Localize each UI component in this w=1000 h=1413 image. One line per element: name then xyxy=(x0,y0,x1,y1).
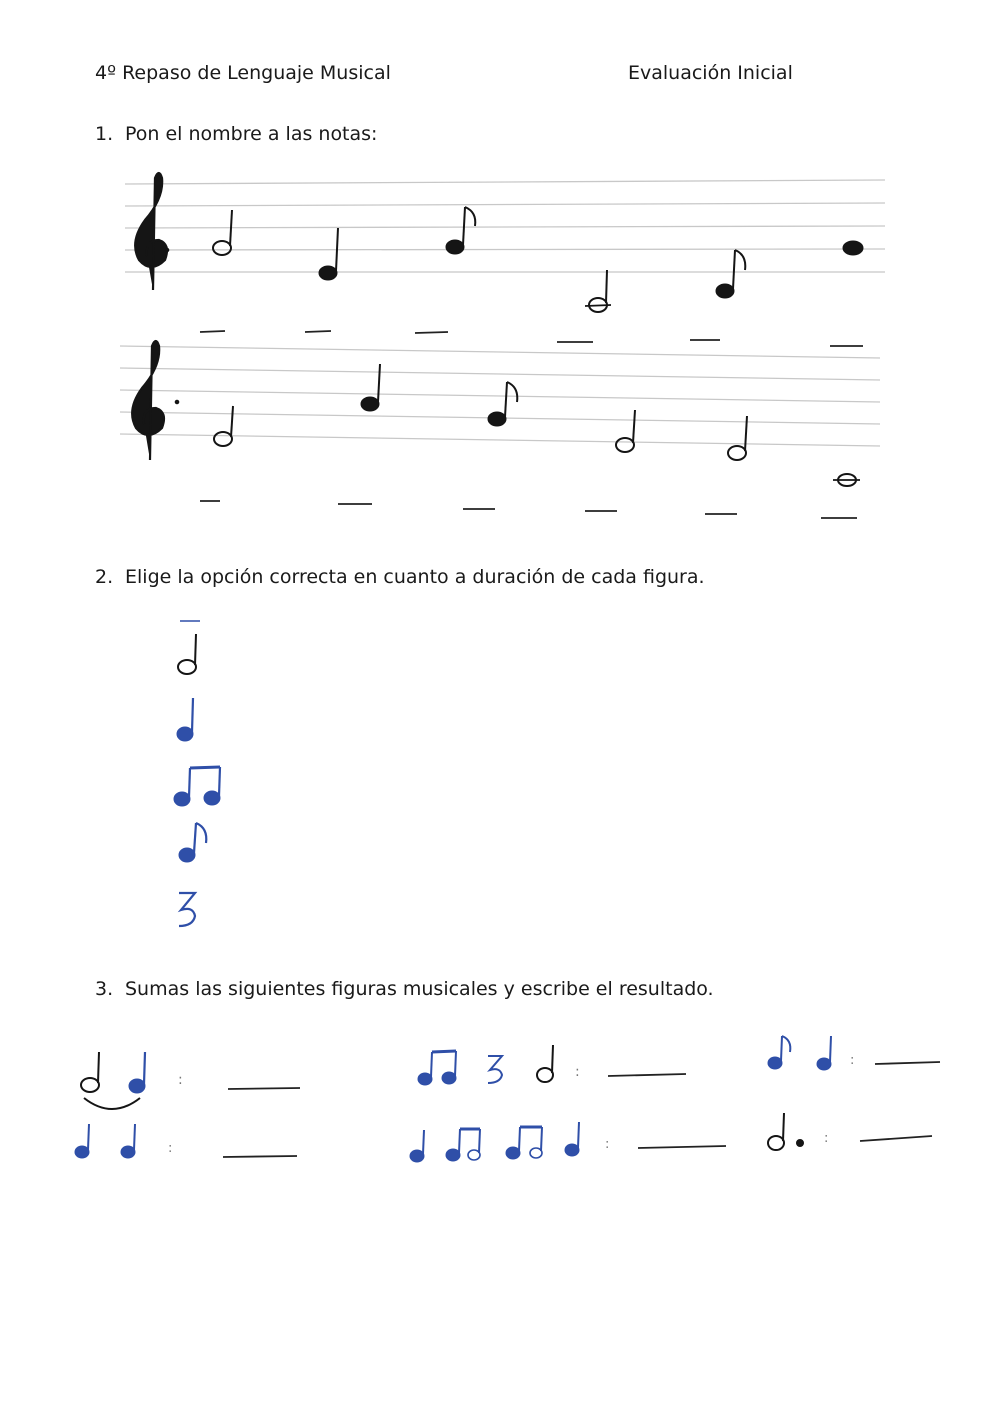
quarter-rest-icon xyxy=(179,893,195,926)
quarter-note-icon xyxy=(177,698,193,741)
staff-2-lines xyxy=(120,346,880,446)
svg-text::: : xyxy=(168,1141,173,1156)
sum-item-tied-notes xyxy=(81,1052,300,1109)
eighth-note-icon xyxy=(179,823,206,862)
sum-item-mixed-rhythm xyxy=(410,1122,726,1162)
question-1-text: Pon el nombre a las notas: xyxy=(125,123,378,145)
answer-blanks-row-1 xyxy=(200,331,863,346)
half-note-icon xyxy=(178,634,196,674)
staff-2-notes xyxy=(214,364,860,486)
sum-item-two-quarters xyxy=(75,1124,297,1158)
sum-exercise xyxy=(60,1030,950,1180)
svg-text::: : xyxy=(850,1053,855,1068)
question-3-number: 3. xyxy=(95,978,114,1000)
treble-clef-icon xyxy=(132,341,164,460)
staff-1-notes xyxy=(213,207,863,312)
question-1-number: 1. xyxy=(95,123,114,145)
worksheet-title: 4º Repaso de Lenguaje Musical xyxy=(95,62,391,84)
answer-blanks-row-2 xyxy=(200,501,857,518)
svg-text::: : xyxy=(178,1072,183,1088)
question-2-text: Elige la opción correcta en cuanto a duración de cada figura. xyxy=(125,566,705,588)
svg-text::: : xyxy=(824,1131,829,1146)
sum-item-eighths-rest-half xyxy=(418,1045,686,1085)
beamed-eighth-notes-icon xyxy=(174,767,220,806)
svg-text::: : xyxy=(575,1064,580,1080)
staff-1-lines xyxy=(125,180,885,272)
question-2-number: 2. xyxy=(95,566,114,588)
question-3-text: Sumas las siguientes figuras musicales y escribe el resultado. xyxy=(125,978,714,1000)
sum-item-dotted-half xyxy=(768,1113,932,1150)
staff-exercise xyxy=(115,160,895,550)
worksheet-subtitle: Evaluación Inicial xyxy=(628,62,793,84)
sum-item-eighth-quarter xyxy=(768,1036,940,1070)
duration-figures xyxy=(165,610,245,940)
svg-text::: : xyxy=(605,1137,610,1152)
